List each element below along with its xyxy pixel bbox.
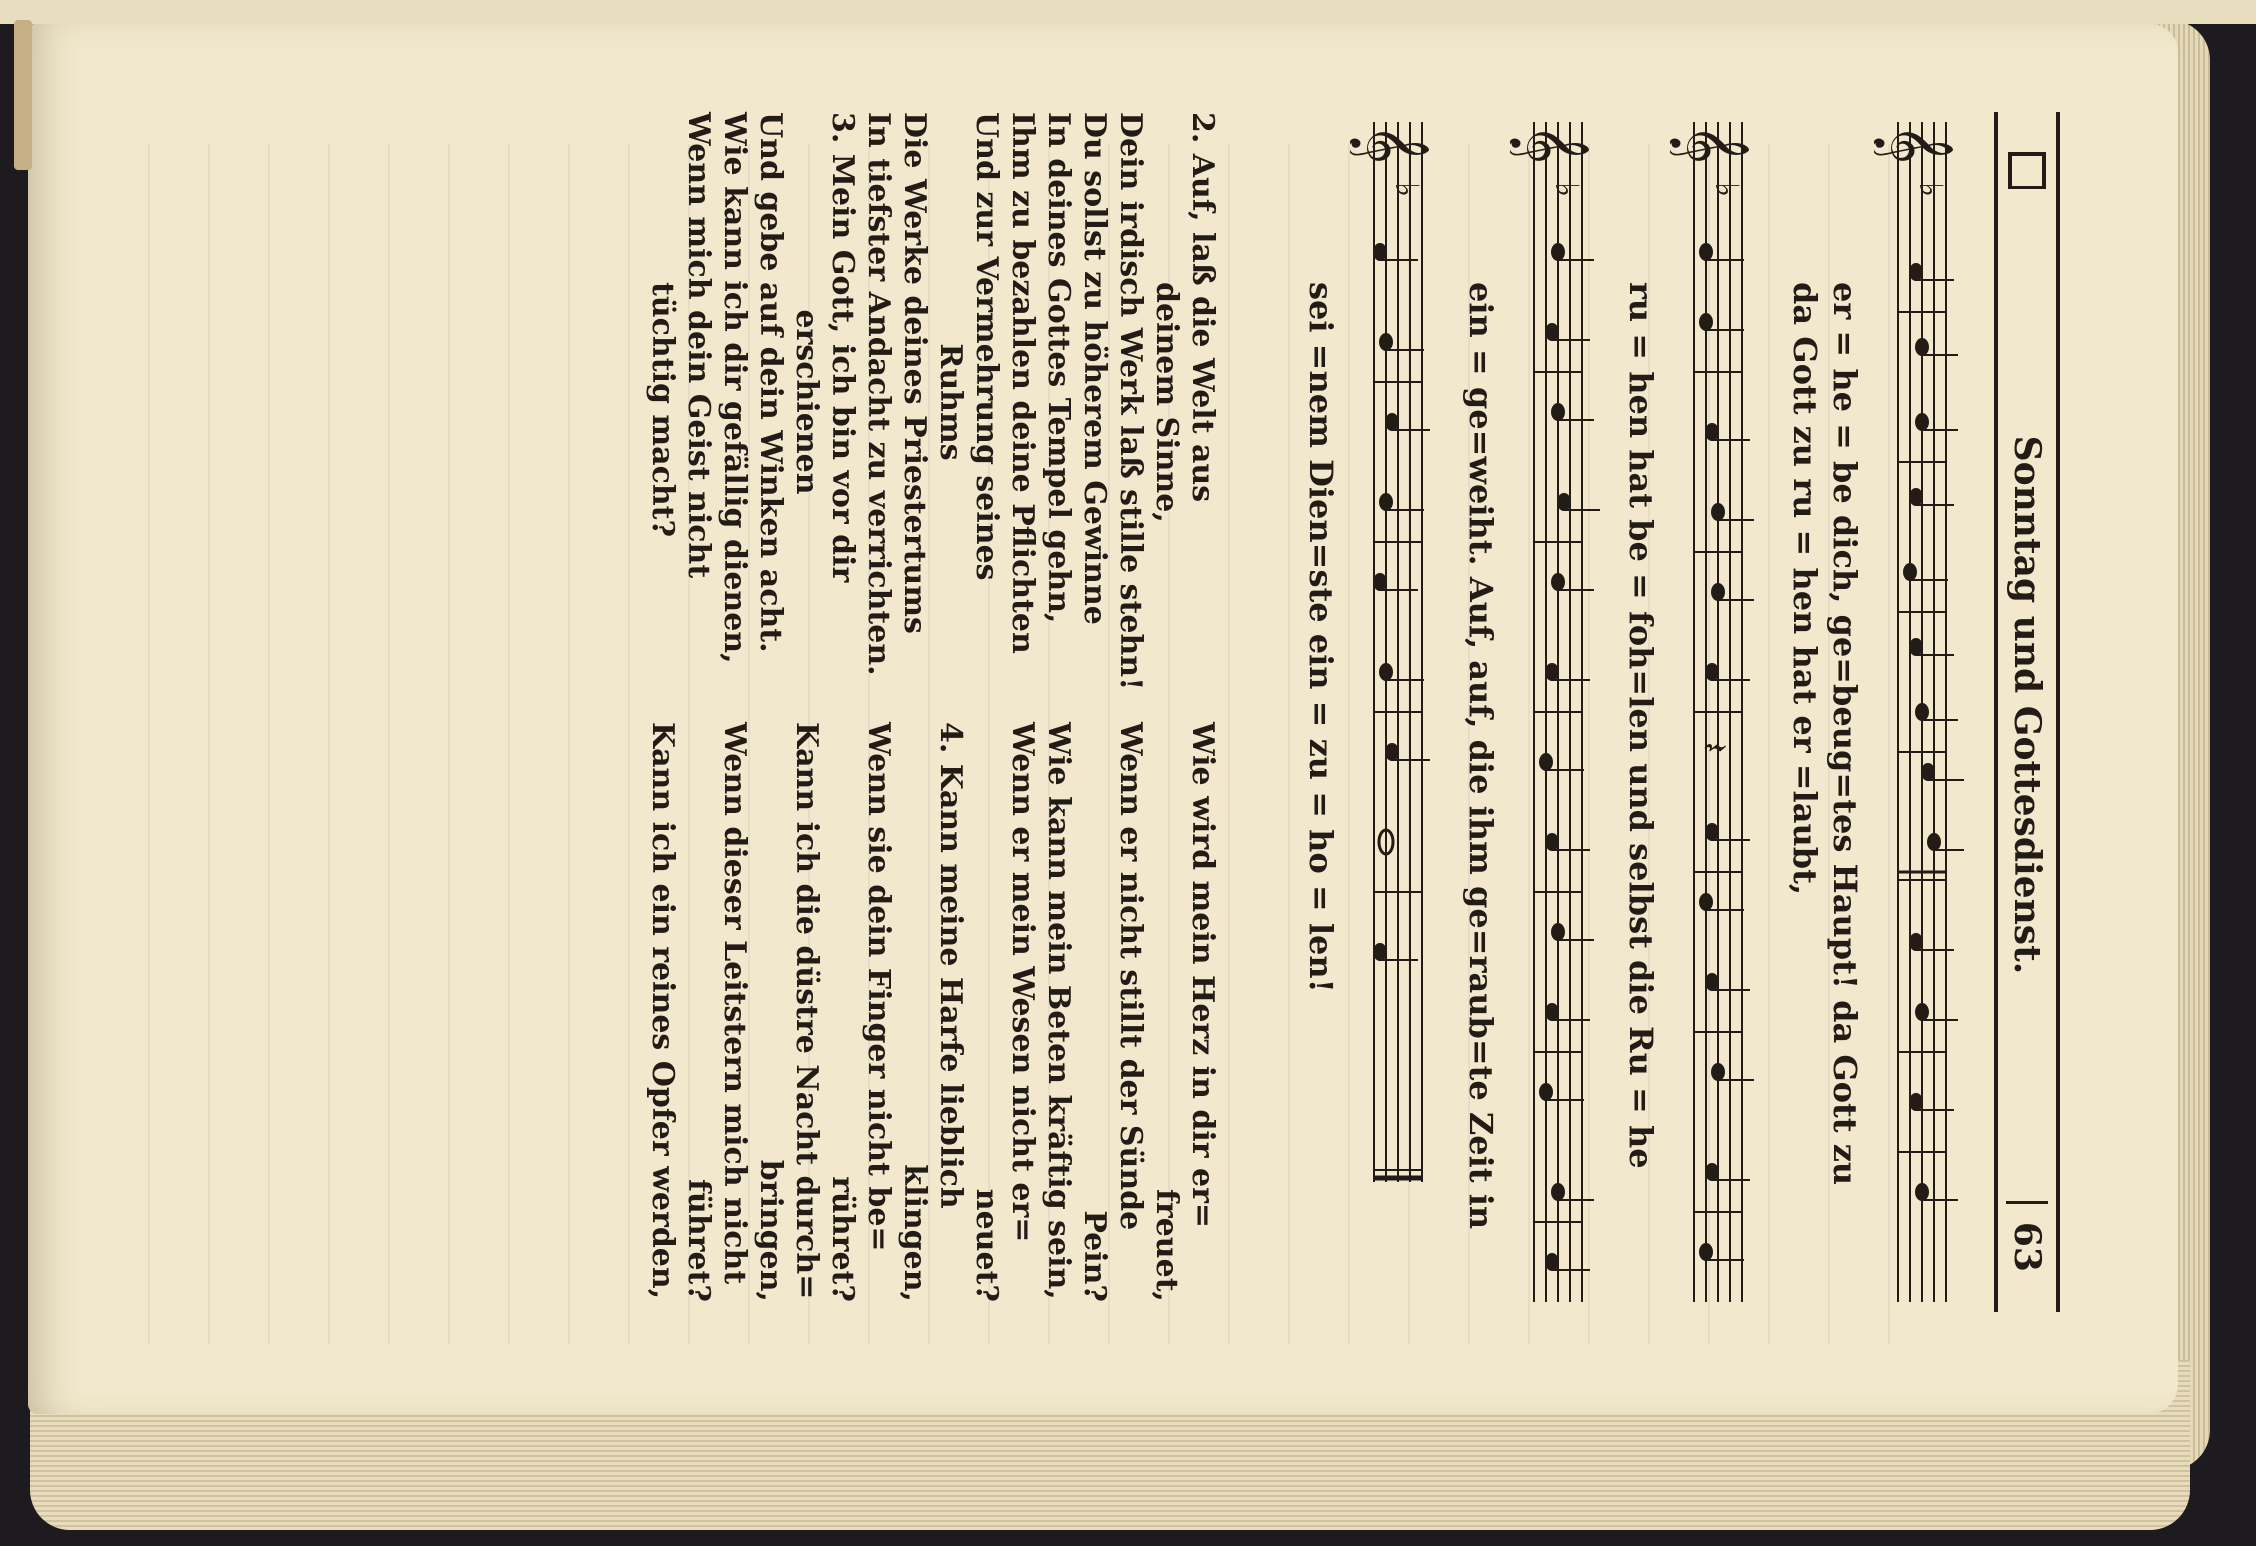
verse-line: deinem Sinne, bbox=[1149, 282, 1184, 523]
verse-line: Wenn er mein Wesen nicht er= bbox=[1005, 722, 1040, 1243]
verse-line: neuet? bbox=[969, 1188, 1004, 1302]
verses-right-column bbox=[644, 722, 1220, 1302]
svg-text:♭: ♭ bbox=[1388, 182, 1426, 198]
verse-line: Kann ich ein reines Opfer werden, bbox=[645, 722, 680, 1300]
lyric-line-4: sei =nem Dien=ste ein = zu = ho = len! bbox=[1302, 282, 1340, 993]
lyric-line-2: ru = hen hat be = foh=len und selbst die Ru = he bbox=[1622, 282, 1660, 1169]
music-staff-4 bbox=[1302, 112, 1440, 1312]
verse-line: 2. Auf, laß die Welt aus bbox=[1185, 112, 1220, 503]
bookmark-ribbon bbox=[14, 20, 32, 170]
music-staff-1 bbox=[1786, 112, 1964, 1312]
verse-line: Du sollst zu höherem Gewinne bbox=[1077, 112, 1112, 625]
verse-line: freuet, bbox=[1149, 1189, 1184, 1302]
svg-text:♭: ♭ bbox=[1912, 182, 1950, 198]
verse-line: Wenn mich dein Geist nicht bbox=[681, 112, 716, 579]
verse-line: Und zur Vermehrung seines bbox=[969, 112, 1004, 581]
page-title: Sonntag und Gottesdienst. bbox=[2006, 435, 2048, 975]
staff-2-notation bbox=[1670, 112, 1760, 1312]
svg-text:𝄞: 𝄞 bbox=[1351, 124, 1430, 165]
verse-line: In deines Gottes Tempel gehn, bbox=[1041, 112, 1076, 624]
verse-line: Wenn dieser Leitstern mich nicht bbox=[717, 722, 752, 1285]
lyric-line-3: ein = ge=weiht. Auf, auf, die ihm ge=raub=te Zeit in bbox=[1462, 282, 1500, 1230]
lyric-line-1: er = he = be dich, ge=beug=tes Haupt! da Gott zu bbox=[1826, 282, 1864, 1186]
page-number: 63 bbox=[2006, 1201, 2048, 1272]
verse-line: 4. Kann meine Harfe lieblich bbox=[933, 722, 968, 1209]
verse-line: Ruhms bbox=[933, 343, 968, 461]
verse-line: Wenn sie dein Finger nicht be= bbox=[861, 722, 896, 1252]
verse-line: Wie kann mein Beten kräftig sein, bbox=[1041, 722, 1076, 1300]
svg-text:♭: ♭ bbox=[1708, 182, 1746, 198]
svg-text:♭: ♭ bbox=[1548, 182, 1586, 198]
verse-line: Kann ich die düstre Nacht durch= bbox=[789, 722, 824, 1300]
verse-line: führet? bbox=[681, 1179, 716, 1302]
lyric-line-1b: da Gott zu ru = hen hat er =laubt, bbox=[1786, 282, 1824, 895]
verse-line: Wenn er nicht stillt der Sünde bbox=[1113, 722, 1148, 1231]
verse-line: Pein? bbox=[1077, 1210, 1112, 1302]
verse-line: Und gebe auf dein Winken acht. bbox=[753, 112, 788, 653]
verse-line: In tiefster Andacht zu verrichten. bbox=[861, 112, 896, 676]
staff-3-notation bbox=[1510, 112, 1600, 1312]
running-header bbox=[1994, 112, 2060, 1312]
staff-4-notation bbox=[1350, 112, 1440, 1312]
staff-1-notation bbox=[1874, 112, 1964, 1312]
svg-text:𝄽: 𝄽 bbox=[1693, 742, 1734, 754]
svg-text:𝄞: 𝄞 bbox=[1511, 124, 1590, 165]
svg-text:𝄞: 𝄞 bbox=[1875, 124, 1954, 165]
music-staff-2 bbox=[1622, 112, 1760, 1312]
verse-line: Wie kann ich dir gefällig dienen, bbox=[717, 112, 752, 664]
verse-line: klingen, bbox=[897, 1164, 932, 1302]
music-staff-3 bbox=[1462, 112, 1600, 1312]
page-content bbox=[160, 112, 2060, 1352]
verse-line: erschienen bbox=[789, 309, 824, 495]
verse-line: bringen, bbox=[753, 1159, 788, 1302]
svg-text:𝄞: 𝄞 bbox=[1671, 124, 1750, 165]
verse-line: rühret? bbox=[825, 1176, 860, 1302]
verse-line: 3. Mein Gott, ich bin vor dir bbox=[825, 112, 860, 583]
verse-line: Wie wird mein Herz in dir er= bbox=[1185, 722, 1220, 1229]
ornament-square bbox=[2008, 152, 2046, 189]
verse-line: tüchtig macht? bbox=[645, 282, 680, 538]
verse-line: Ihm zu bezahlen deine Pflichten bbox=[1005, 112, 1040, 654]
facing-page-edge bbox=[0, 0, 2256, 24]
verse-line: Die Werke deines Priestertums bbox=[897, 112, 932, 634]
verses-left-column bbox=[644, 112, 1220, 692]
verse-line: Dein irdisch Werk laß stille stehn! bbox=[1113, 112, 1148, 691]
